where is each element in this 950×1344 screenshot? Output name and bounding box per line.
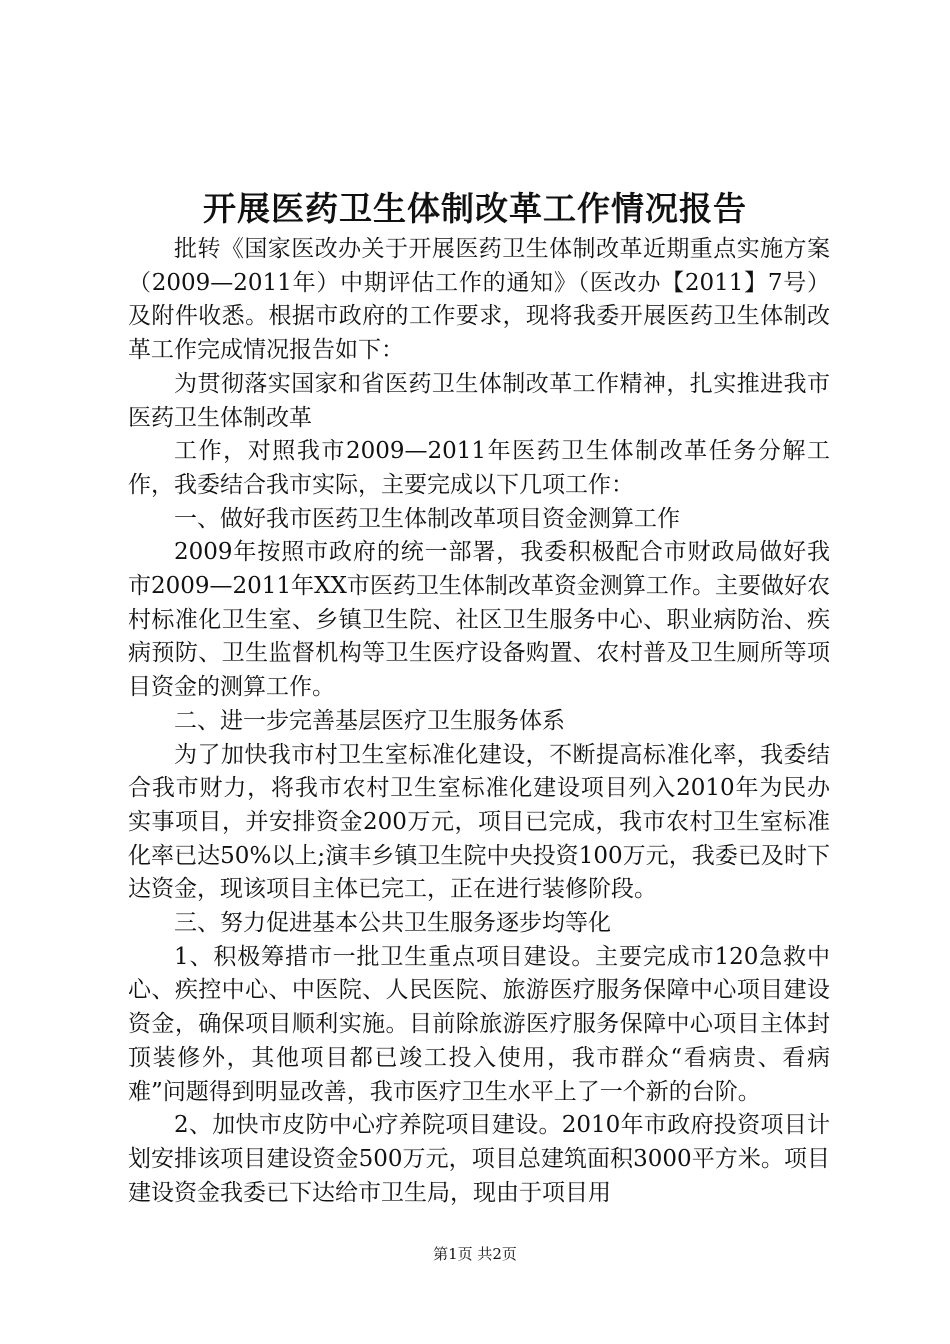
section-heading-3: 三、努力促进基本公共卫生服务逐步均等化	[174, 910, 611, 937]
paragraph-funding-calculation: 2009年按照市政府的统一部署，我委积极配合市财政局做好我市2009—2011年XX市医药卫生体制改革资金测算工作。主要做好农村标准化卫生室、乡镇卫生院、社区卫生服务中心、职业病防治、疾病预防、卫生监督机构等卫生医疗设备购置、农村普及卫生厕所等项目资金的测算工作。	[128, 539, 830, 701]
page-footer: 第1页 共2页	[433, 1245, 517, 1263]
paragraph-sanatorium-project: 2、加快市皮防中心疗养院项目建设。2010年市政府投资项目计划安排该项目建设资金500万元，项目总建筑面积3000平方米。项目建设资金我委已下达给市卫生局，现由于项目用	[128, 1112, 830, 1206]
paragraph-work-overview: 工作，对照我市2009—2011年医药卫生体制改革任务分解工作，我委结合我市实际，主要完成以下几项工作：	[128, 438, 830, 498]
paragraph-intro: 批转《国家医改办关于开展医药卫生体制改革近期重点实施方案（2009—2011年）中期评估工作的通知》（医改办【2011】7号）及附件收悉。根据市政府的工作要求，现将我委开展医药卫生体制改革工作完成情况报告如下：	[128, 236, 830, 364]
section-heading-1: 一、做好我市医药卫生体制改革项目资金测算工作	[174, 505, 680, 532]
paragraph-primary-care: 为了加快我市村卫生室标准化建设，不断提高标准化率，我委结合我市财力，将我市农村卫生室标准化建设项目列入2010年为民办实事项目，并安排资金200万元，项目已完成，我市农村卫生室标准化率已达50%以上;演丰乡镇卫生院中央投资100万元，我委已及时下达资金，现该项目主体已完工，正在进行装修阶段。	[128, 741, 830, 903]
document-body	[128, 233, 830, 1210]
paragraph-key-projects: 1、积极筹措市一批卫生重点项目建设。主要完成市120急救中心、疾控中心、中医院、人民医院、旅游医疗服务保障中心项目建设资金，确保项目顺利实施。目前除旅游医疗服务保障中心项目主体封顶装修外，其他项目都已竣工投入使用，我市群众“看病贵、看病难”问题得到明显改善，我市医疗卫生水平上了一个新的台阶。	[128, 943, 830, 1105]
paragraph-purpose: 为贯彻落实国家和省医药卫生体制改革工作精神，扎实推进我市医药卫生体制改革	[128, 370, 830, 431]
document-title: 开展医药卫生体制改革工作情况报告	[203, 189, 747, 228]
section-heading-2: 二、进一步完善基层医疗卫生服务体系	[174, 707, 565, 734]
